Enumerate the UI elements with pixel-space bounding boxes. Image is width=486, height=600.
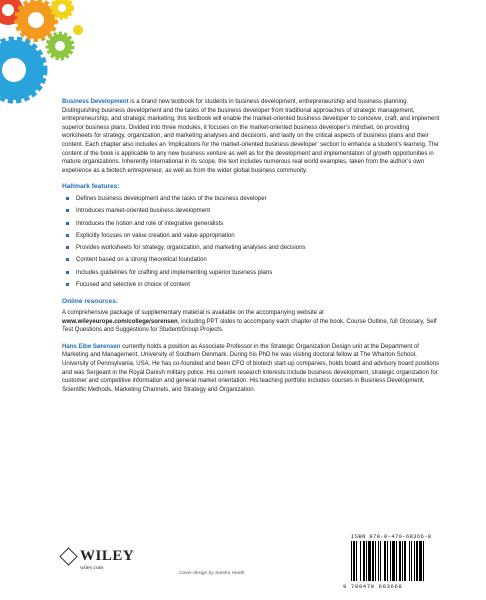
online-resources-paragraph: A comprehensive package of supplementary material is available on the accompanying website at www.wileyeurope.com/college/sorensen, including PPT slides to accompany each chapter of the book, Course Outline, full Glossary, Self Test Questions and Suggestions for Student/Group Projects.: [62, 310, 437, 334]
gear-small-yellow-icon: [73, 25, 83, 35]
intro-paragraph: [62, 98, 440, 175]
bullet-icon: [66, 222, 69, 225]
cover-credit: Cover design by Sandra Heath: [179, 571, 245, 576]
list-item: Introduces market-oriented business development: [62, 207, 440, 216]
gear-green-icon: [48, 34, 72, 58]
online-resources-heading: Online resources:: [62, 297, 119, 305]
barcode-bars: [351, 541, 457, 581]
intro-text: is a brand new textbook for students in business development, entrepreneurship and business planning. Distinguishing business development and the tasks of the business developer from traditional approaches of strategic management, entrepreneurship, and strategic marketing, this textbook will enable the market-oriented business developer to conceive, craft, and implement superior business plans. Divided into three modules, it focuses on the market-oriented business developer’s mindset, on providing worksheets for strategy, organization, and marketing analyses and decisions, and lastly on the critical aspects of business plans and their content. Each chapter also includes an ‘implications for the market-oriented business developer’ section to enhance a student’s learning. The content of the book is applicable to any new business venture as well as for the development and implementation of growth opportunities in mature organizations. Inherently international in its scope, the text includes numerous real world examples, taken from the author’s own experience as a biotech entrepreneur, as well as from the wider global business community.: [62, 99, 440, 174]
barcode-bar: [424, 541, 426, 581]
list-item: Introduces the notion and role of integrative generalists: [62, 220, 440, 229]
hallmark-list: [62, 195, 440, 290]
list-item: Focused and selective in choice of content: [62, 281, 440, 290]
barcode: [343, 533, 463, 591]
barcode-number: 9 780470 683668: [343, 583, 403, 590]
gears-illustration: [0, 0, 90, 110]
list-item: Content based on a strong theoretical foundation: [62, 256, 440, 265]
bullet-icon: [66, 234, 69, 237]
bullet-icon: [66, 258, 69, 261]
author-bio-paragraph: [62, 343, 440, 395]
hallmark-heading: Hallmark features:: [62, 183, 120, 191]
gear-blue-icon: [0, 40, 44, 100]
list-item: Explicitly focuses on value creation and value appropriation: [62, 232, 440, 241]
back-cover-text: [62, 98, 440, 394]
bullet-icon: [66, 246, 69, 249]
book-title-inline: Business Development: [62, 99, 129, 105]
publisher-name: WILEY: [80, 548, 135, 564]
website-link[interactable]: www.wileyeurope.com/college/sorensen: [62, 318, 178, 325]
list-item: Includes guidelines for crafting and implementing superior business plans: [62, 269, 440, 278]
bullet-icon: [66, 271, 69, 274]
publisher-logo: [62, 548, 135, 580]
list-item: Defines business development and the tasks of the business developer: [62, 195, 440, 204]
author-name: Hans Eibe Sørensen: [62, 343, 121, 350]
list-item: Provides worksheets for strategy, organization, and marketing analyses and decisions: [62, 244, 440, 253]
wiley-diamond-icon: [59, 547, 77, 565]
bullet-icon: [66, 209, 69, 212]
bullet-icon: [66, 283, 69, 286]
bullet-icon: [66, 197, 69, 200]
publisher-site: wiley.com: [80, 565, 104, 571]
author-bio: currently holds a position as Associate Professor in the Strategic Organization Design unit at the Department of Marketing and Management, University of Southern Denmark. During his PhD he was visiting doctoral fellow at The Wharton School, University of Pennsylvania, USA. He has co-founded and been CFO of biotech start-up companies, holds board and advisory board positions and was Sergeant in the Royal Danish military police. His current research interests include business development, strategic organization for customer and competitive information and general market orientation. His teaching portfolio includes courses in Business Development, Scientific Methods, Marketing Channels, and Strategy and Organization.: [62, 343, 440, 393]
gear-orange-icon: [17, 1, 55, 39]
isbn-label: ISBN 978-0-470-68366-8: [351, 533, 432, 540]
